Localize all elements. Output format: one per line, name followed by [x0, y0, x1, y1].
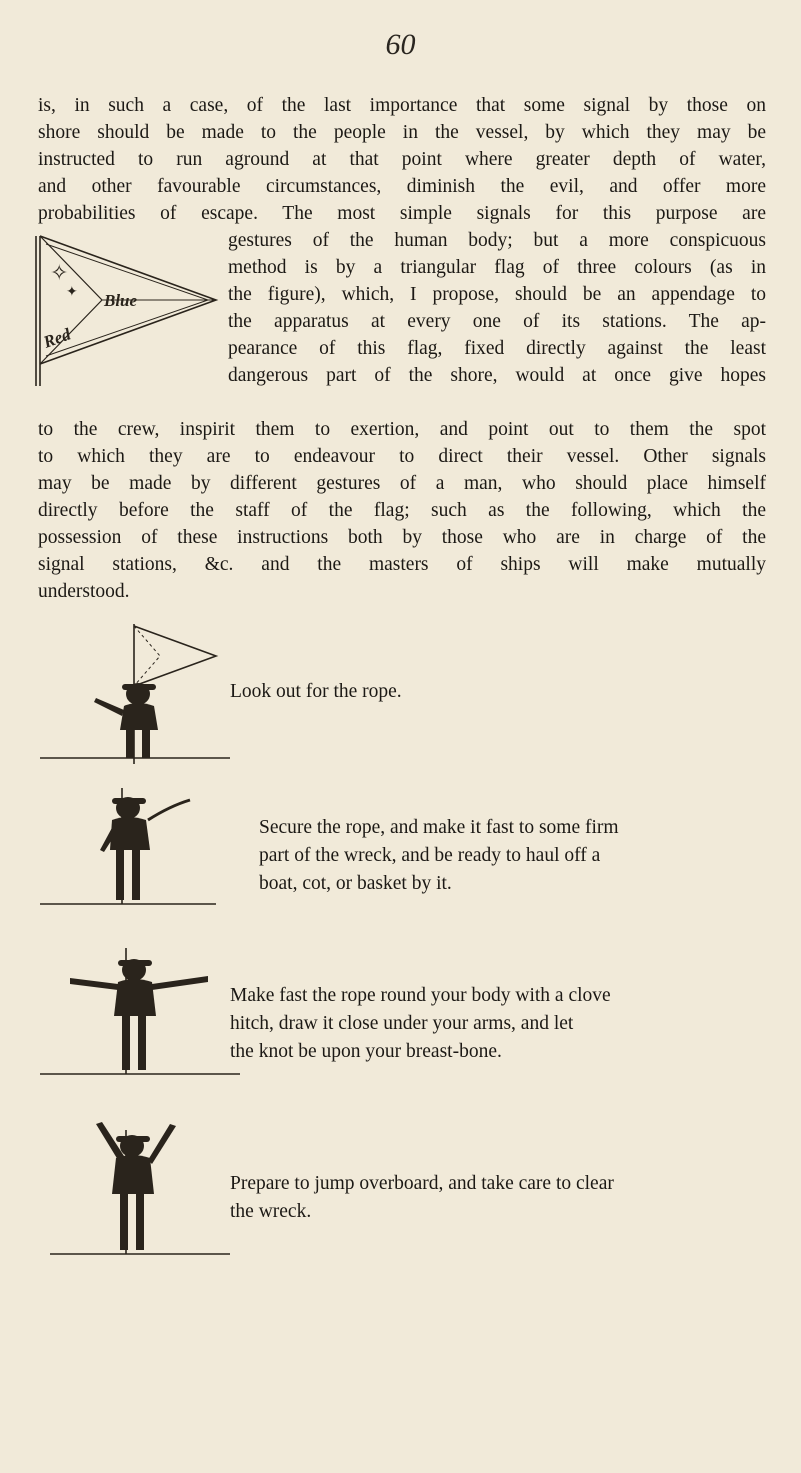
signal-caption	[230, 1170, 614, 1226]
caption-line: boat, cot, or basket by it.	[259, 873, 452, 894]
figure-man-clove-hitch	[30, 940, 250, 1080]
text-line: the figure), which, I propose, should be an appendage to	[228, 284, 766, 305]
text-line: shore should be made to the people in the vessel, by which they may be	[38, 122, 766, 143]
signal-caption	[230, 678, 402, 706]
flag-hatching	[50, 261, 78, 300]
text-line: understood.	[38, 581, 130, 602]
figure-man-jump	[30, 1110, 250, 1260]
text-line: possession of these instructions both by those who are in charge of the	[38, 527, 766, 548]
svg-text:✦: ✦	[66, 284, 78, 300]
text-line: signal stations, &c. and the masters of ships will make mutually	[38, 554, 766, 575]
text-line: is, in such a case, of the last importance that some signal by those on	[38, 95, 766, 116]
tricolour-flag-figure	[32, 230, 222, 390]
signal-caption	[230, 982, 611, 1066]
signal-clove-hitch	[30, 940, 770, 1080]
text-line: and other favourable circumstances, diminish the evil, and offer more	[38, 176, 766, 197]
caption-line: Secure the rope, and make it fast to some firm	[259, 817, 619, 838]
text-line: instructed to run aground at that point where greater depth of water,	[38, 149, 766, 170]
man-figure	[70, 959, 208, 1070]
signal-secure-rope	[30, 780, 770, 910]
paragraph-signals	[38, 416, 766, 605]
paragraph-intro	[38, 92, 766, 227]
paragraph-flag	[228, 227, 766, 389]
flag-label-red: Red	[40, 324, 74, 352]
man-figure	[96, 1122, 176, 1250]
caption-line: Make fast the rope round your body with a clove	[230, 985, 611, 1006]
text-line: gestures of the human body; but a more conspicuous	[228, 230, 766, 251]
man-figure	[100, 797, 150, 900]
text-line: may be made by different gestures of a man, who should place himself	[38, 473, 766, 494]
svg-text:✧: ✧	[50, 261, 69, 286]
caption-line: the wreck.	[230, 1201, 312, 1222]
text-line: to the crew, inspirit them to exertion, and point out to them the spot	[38, 419, 766, 440]
text-line: probabilities of escape. The most simple signals for this purpose are	[38, 203, 766, 224]
caption-line: Look out for the rope.	[230, 681, 402, 702]
text-line: pearance of this flag, fixed directly against the least	[228, 338, 766, 359]
figure-man-secure-rope	[30, 780, 230, 910]
page-number: 60	[385, 28, 416, 61]
caption-line: Prepare to jump overboard, and take care to clear	[230, 1173, 614, 1194]
signal-look-out	[30, 618, 770, 768]
text-line: method is by a triangular flag of three colours (as in	[228, 257, 766, 278]
flag-illustration	[32, 230, 222, 390]
flag-outline	[134, 626, 216, 686]
text-line: the apparatus at every one of its stations. The ap-	[228, 311, 766, 332]
signal-caption	[259, 814, 619, 898]
signal-jump-overboard	[30, 1110, 770, 1260]
man-figure	[94, 683, 158, 758]
caption-line: part of the wreck, and be ready to haul off a	[259, 845, 601, 866]
flag-label-blue: Blue	[104, 291, 138, 310]
caption-line: the knot be upon your breast-bone.	[230, 1041, 502, 1062]
caption-line: hitch, draw it close under your arms, and let	[230, 1013, 574, 1034]
text-line: to which they are to endeavour to direct their vessel. Other signals	[38, 446, 766, 467]
text-line: dangerous part of the shore, would at once give hopes	[228, 365, 766, 386]
text-line: directly before the staff of the flag; such as the following, which the	[38, 500, 766, 521]
figure-man-with-flag	[30, 618, 260, 768]
